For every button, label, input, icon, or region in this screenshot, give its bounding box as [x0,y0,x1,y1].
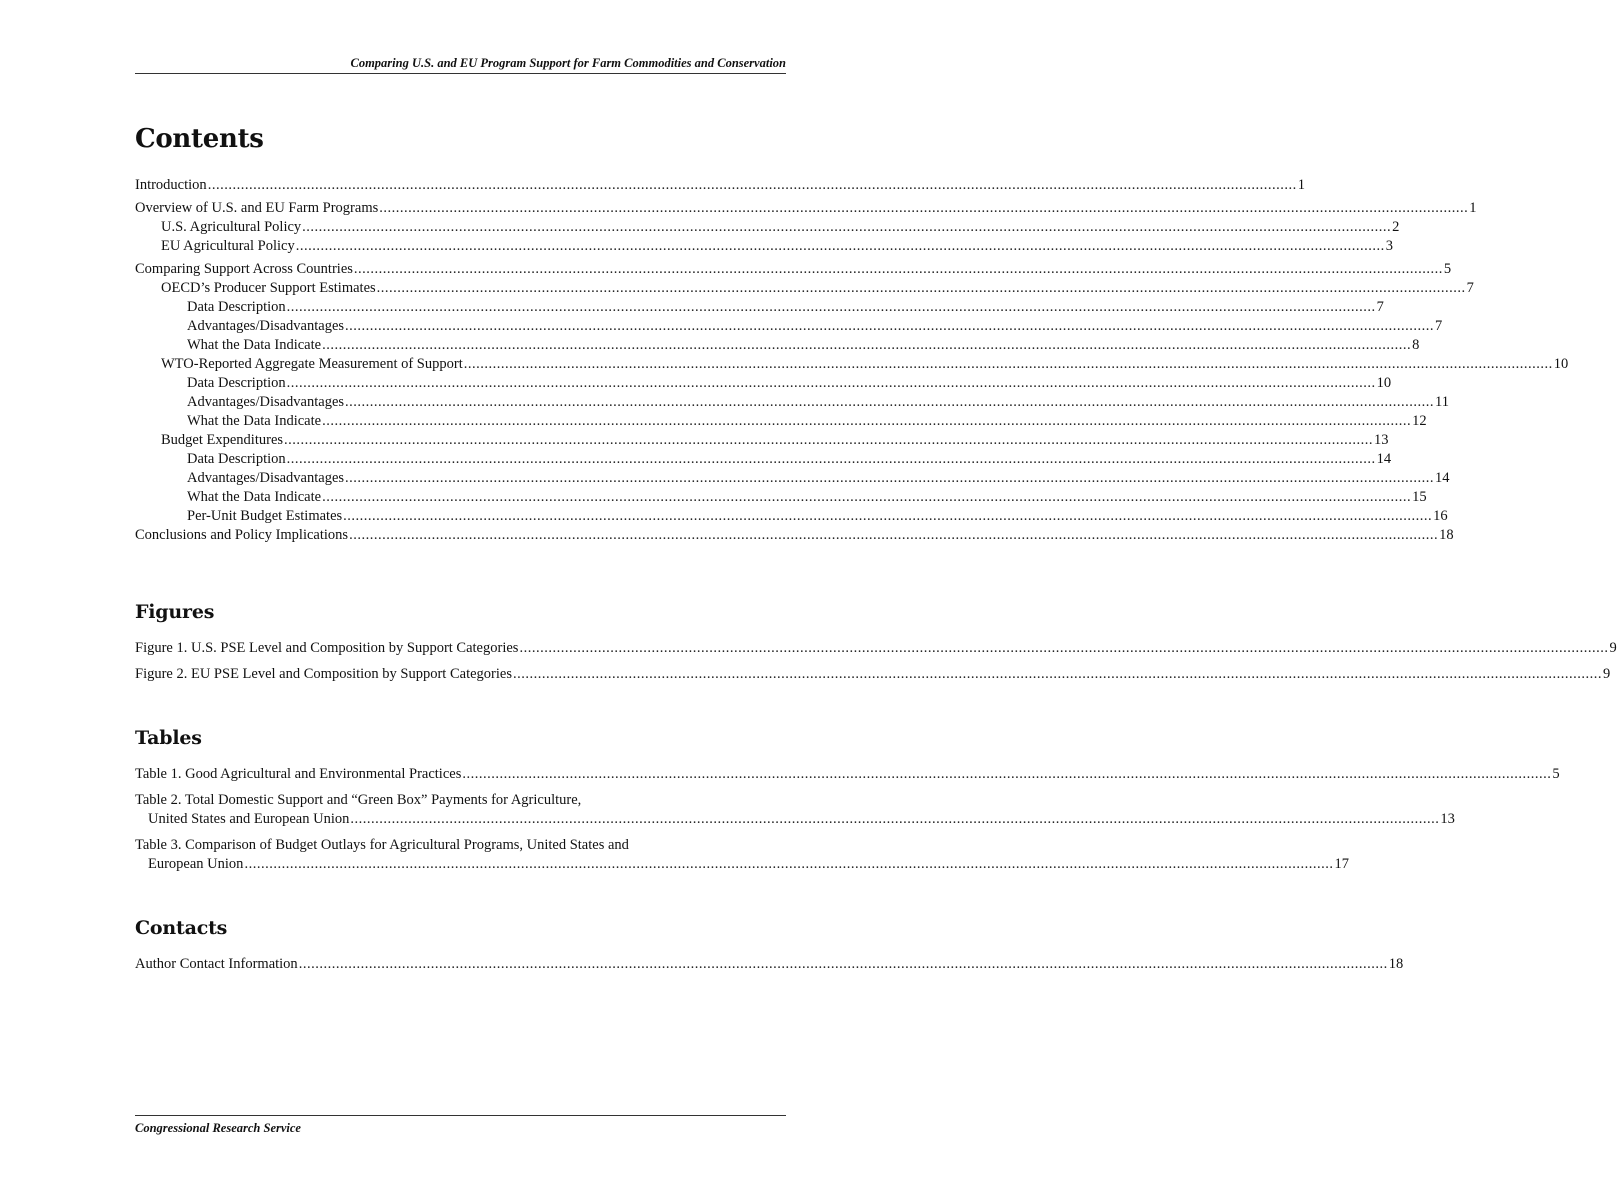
toc-entry-page: 15 [1412,489,1427,505]
toc-entry-page: 2 [1392,219,1400,235]
dot-leader [343,507,1432,526]
contact-entry[interactable] [135,955,1404,974]
figure-entry-label: Figure 2. EU PSE Level and Composition by Support Categories [135,666,512,682]
table-entry-page: 17 [1334,856,1349,872]
toc-entry-page: 10 [1376,375,1392,391]
contact-entry-page: 18 [1388,956,1404,972]
dot-leader [244,855,1333,874]
footer-rule [135,1115,786,1116]
toc-entry-label: Introduction [135,177,207,193]
toc-entry[interactable] [135,298,1384,317]
dot-leader [513,665,1602,684]
toc-entry[interactable] [135,218,1400,237]
dot-leader [464,355,1553,374]
contents-list [135,176,1569,545]
dot-leader [322,336,1411,355]
toc-entry-label: Advantages/Disadvantages [187,318,345,334]
dot-leader [287,374,1376,393]
toc-entry-page: 1 [1297,177,1305,193]
figure-entry-label: Figure 1. U.S. PSE Level and Composition by Support Categories [135,640,519,656]
dot-leader [345,317,1434,336]
dot-leader [284,431,1373,450]
toc-entry-label: U.S. Agricultural Policy [161,219,302,235]
figure-entry-page: 9 [1609,640,1617,656]
toc-entry-page: 10 [1553,356,1569,372]
toc-entry-label: What the Data Indicate [187,489,322,505]
table-entry[interactable] [135,836,1349,874]
toc-entry-page: 12 [1412,413,1427,429]
toc-entry[interactable] [135,176,1305,195]
toc-entry[interactable] [135,355,1569,374]
figures-title: Figures [135,601,215,623]
toc-entry[interactable] [135,469,1450,488]
dot-leader [287,450,1376,469]
dot-leader [287,298,1376,317]
toc-entry-page: 14 [1376,451,1392,467]
running-footer: Congressional Research Service [135,1121,301,1135]
toc-entry[interactable] [135,237,1393,256]
toc-entry-label: What the Data Indicate [187,413,322,429]
dot-leader [519,639,1608,658]
table-entry-label: Table 1. Good Agricultural and Environmental Practices [135,766,462,782]
contact-entry-label: Author Contact Information [135,956,298,972]
toc-entry-label: EU Agricultural Policy [161,238,295,254]
header-rule [135,73,786,74]
toc-entry-page: 3 [1385,238,1393,254]
toc-entry[interactable] [135,431,1389,450]
dot-leader [345,393,1434,412]
table-entry-label: Table 2. Total Domestic Support and “Green Box” Payments for Agriculture, [135,792,582,808]
dot-leader [379,199,1468,218]
toc-entry-label: Per-Unit Budget Estimates [187,508,343,524]
table-entry-page: 13 [1440,811,1455,827]
contacts-list [135,955,1404,974]
dot-leader [350,810,1439,829]
toc-entry-label: Data Description [187,375,286,391]
toc-entry-page: 7 [1435,318,1443,334]
dot-leader [354,260,1443,279]
toc-entry-page: 11 [1435,394,1450,410]
dot-leader [322,412,1411,431]
toc-entry[interactable] [135,317,1443,336]
figure-entry[interactable] [135,665,1611,684]
toc-entry-label: Advantages/Disadvantages [187,470,345,486]
toc-entry[interactable] [135,450,1392,469]
figure-entry[interactable] [135,639,1617,658]
contacts-title: Contacts [135,917,228,939]
table-entry[interactable] [135,791,1455,829]
dot-leader [322,488,1411,507]
dot-leader [377,279,1466,298]
table-entry[interactable] [135,765,1560,784]
toc-entry-label: WTO-Reported Aggregate Measurement of Support [161,356,463,372]
table-entry-label-cont: European Union [148,856,244,872]
toc-entry-label: Comparing Support Across Countries [135,261,353,277]
toc-entry[interactable] [135,488,1427,507]
toc-entry-page: 1 [1469,200,1477,216]
figures-list [135,639,1617,684]
tables-list [135,765,1560,874]
toc-entry[interactable] [135,412,1427,431]
table-entry-label-cont: United States and European Union [148,811,350,827]
toc-entry[interactable] [135,279,1474,298]
toc-entry-label: Conclusions and Policy Implications [135,527,349,543]
toc-entry-page: 5 [1443,261,1452,277]
dot-leader [302,218,1391,237]
toc-entry-page: 7 [1376,299,1384,315]
toc-entry-page: 18 [1439,527,1454,543]
toc-entry-page: 14 [1435,470,1450,486]
toc-entry-label: What the Data Indicate [187,337,322,353]
toc-entry[interactable] [135,393,1450,412]
toc-entry[interactable] [135,526,1454,545]
toc-entry-label: Data Description [187,299,286,315]
toc-entry-label: Budget Expenditures [161,432,284,448]
toc-entry-page: 13 [1374,432,1389,448]
toc-entry-page: 16 [1433,508,1448,524]
dot-leader [296,237,1385,256]
dot-leader [208,176,1297,195]
toc-entry-label: Overview of U.S. and EU Farm Programs [135,200,379,216]
toc-entry[interactable] [135,199,1477,218]
dot-leader [299,955,1388,974]
toc-entry[interactable] [135,336,1420,355]
table-entry-label: Table 3. Comparison of Budget Outlays for Agricultural Programs, United States and [135,837,629,853]
contents-title: Contents [135,124,264,154]
toc-entry[interactable] [135,260,1452,279]
dot-leader [349,526,1438,545]
toc-entry-label: Data Description [187,451,286,467]
toc-entry-page: 7 [1466,280,1474,296]
dot-leader [462,765,1551,784]
toc-entry-page: 8 [1412,337,1420,353]
dot-leader [345,469,1434,488]
tables-title: Tables [135,727,202,749]
toc-entry-label: Advantages/Disadvantages [187,394,345,410]
toc-entry-label: OECD’s Producer Support Estimates [161,280,376,296]
document-page [135,0,1617,1191]
toc-entry[interactable] [135,374,1392,393]
toc-entry[interactable] [135,507,1448,526]
figure-entry-page: 9 [1602,666,1611,682]
table-entry-page: 5 [1552,766,1560,782]
running-header: Comparing U.S. and EU Program Support for Farm Commodities and Conservation [350,56,786,70]
